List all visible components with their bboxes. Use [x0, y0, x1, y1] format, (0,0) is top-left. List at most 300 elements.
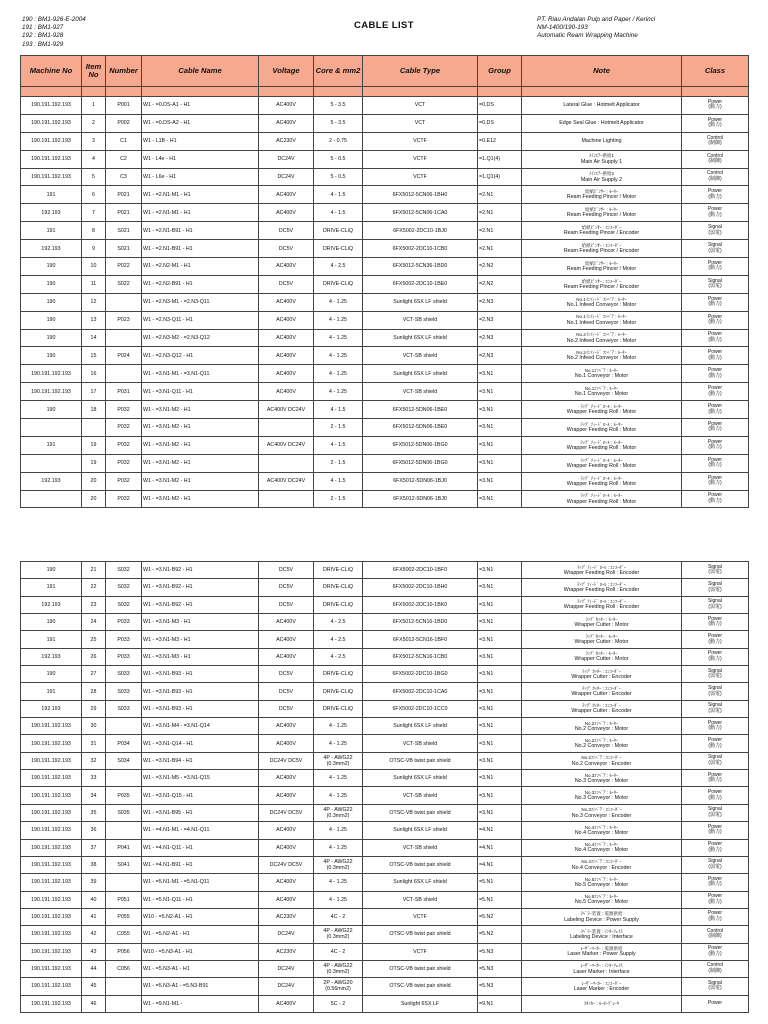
note-cell [522, 718, 682, 735]
note-english: Ream Feeding Pincer / Encoder [563, 230, 640, 237]
cable-type-cell: VCTF [363, 132, 478, 150]
group-cell: =2.N3 [478, 293, 522, 311]
cable-type-cell: 6FX5012-5CN16-1CB0 [363, 648, 478, 665]
cable-number-cell: S022 [106, 275, 142, 293]
core-cell: 2 - 1.5 [314, 490, 363, 508]
cable-type-cell: VCT-SB shield [363, 347, 478, 365]
class-kanji: (動力) [708, 638, 722, 645]
group-cell: =1.Q1(4) [478, 168, 522, 186]
cable-number-cell: P032 [106, 472, 142, 490]
table-row [21, 648, 749, 665]
class-kanji: (弱電) [708, 569, 722, 576]
class-label: Power [707, 331, 723, 338]
cable-table-1 [20, 55, 749, 508]
note-english: No.1 Conveyor : Motor [574, 373, 629, 380]
table-header-row [21, 56, 749, 87]
cable-type-cell: 6FX5012-5DN06-1BJ0 [363, 472, 478, 490]
group-cell: =2.N3 [478, 329, 522, 347]
table-row [21, 97, 749, 115]
class-cell [682, 204, 749, 222]
cable-type-cell: 6FX5002-2DC10-1BJ0 [363, 222, 478, 240]
voltage-cell: DC24V DC5V [259, 752, 314, 769]
class-label: Power [707, 999, 723, 1006]
cable-number-cell: P024 [106, 347, 142, 365]
note-cell [522, 995, 682, 1012]
note-cell [522, 891, 682, 908]
class-kanji: (制御) [708, 176, 722, 182]
class-label: Power [707, 650, 723, 657]
voltage-cell: DC5V [259, 700, 314, 717]
voltage-cell: DC24V [259, 926, 314, 943]
cable-name-cell: W1 - =0.DS-A2 - H1 [142, 114, 259, 132]
note-english: Ream Feeding Pincer / Motor [566, 194, 637, 201]
voltage-cell: AC400V [259, 631, 314, 648]
voltage-cell: AC230V [259, 908, 314, 925]
voltage-cell: AC400V [259, 383, 314, 401]
item-no-cell: 4 [82, 150, 106, 168]
cable-name-cell: W10 - =5.N3-A1 - H1 [142, 943, 259, 960]
class-label: Power [707, 206, 723, 213]
note-japanese: ﾚｰｻﾞｰﾏｰｶｰ : ｴﾝｺｰﾀﾞｰ [581, 980, 622, 986]
group-cell: =2.N3 [478, 347, 522, 365]
note-english: No.3 Conveyor : Encoder [571, 812, 632, 819]
cable-name-cell: W1 - =5.N3-A1 - H1 [142, 960, 259, 977]
cable-name-cell: W1 - =3.N1-M4 - =3.N1-Q14 [142, 718, 259, 735]
note-cell [522, 579, 682, 596]
note-japanese: No.1ｲﾝﾌｨｰﾄﾞ ｺﾝﾍﾞｱ : ﾓｰﾀｰ [576, 296, 627, 302]
voltage-cell: AC400V [259, 995, 314, 1012]
cable-type-cell: VCT-SB shield [363, 311, 478, 329]
group-cell: =5.N3 [478, 960, 522, 977]
cable-name-cell: W1 - =2.N3-Q11 - H1 [142, 311, 259, 329]
machine-no-cell: 190 [21, 401, 82, 419]
note-japanese: No.2ｺﾝﾍﾞｱ : ｴﾝｺｰﾀﾞｰ [581, 755, 622, 761]
note-cell [522, 562, 682, 579]
group-cell: =3.N1 [478, 401, 522, 419]
group-cell: =3.N1 [478, 579, 522, 596]
cable-number-cell: S034 [106, 752, 142, 769]
cable-type-cell: VCT-SB shield [363, 787, 478, 804]
machine-no-cell: 190.191.192.193 [21, 822, 82, 839]
cable-name-cell: W1 - L1B - H1 [142, 132, 259, 150]
note-english: Wrapper Feeding Roll : Motor [566, 462, 637, 469]
class-label: Power [707, 188, 723, 195]
cable-type-cell: VCT-SB shield [363, 891, 478, 908]
group-cell: =3.N1 [478, 472, 522, 490]
table-row [21, 787, 749, 804]
cable-name-cell: W1 - =2.N3-M1 - =2.N3-Q11 [142, 293, 259, 311]
class-label: Signal [708, 754, 722, 761]
group-cell: =2.N1 [478, 240, 522, 258]
cable-name-cell: W1 - =3.N1-Q15 - H1 [142, 787, 259, 804]
cable-name-cell: W1 - =0.DS-A1 - H1 [142, 97, 259, 115]
class-cell [682, 596, 749, 613]
core-cell: 4C - 2 [314, 943, 363, 960]
note-english: Laser Marker : Encoder [573, 985, 630, 992]
note-japanese: ﾚｰｻﾞｰﾏｰｶｰ : ｲﾝﾀｰﾌｪｲｽ [580, 963, 623, 969]
note-english: Labeling Device : Interface [570, 933, 633, 940]
column-header: Cable Name [142, 56, 259, 87]
note-japanese: No.3ｺﾝﾍﾞｱ : ｴﾝｺｰﾀﾞｰ [581, 807, 622, 813]
group-cell: =3.N1 [478, 454, 522, 472]
cable-name-cell: W1 - L6e - H1 [142, 168, 259, 186]
group-cell: =1.Q1(4) [478, 150, 522, 168]
class-label: Signal [708, 858, 722, 865]
note-english: Labeling Device : Power Supply [564, 916, 639, 923]
core-cell: 4 - 1.25 [314, 822, 363, 839]
cable-type-cell: VCT-SB shield [363, 735, 478, 752]
class-label: Power [707, 910, 723, 917]
class-label: Power [707, 295, 723, 302]
table-row [21, 908, 749, 925]
class-kanji: (動力) [708, 498, 722, 505]
class-kanji: (動力) [708, 916, 722, 923]
item-no-cell: 28 [82, 683, 106, 700]
voltage-cell: DC5V [259, 275, 314, 293]
note-japanese: No.2ｲﾝﾌｨｰﾄﾞ ｺﾝﾍﾞｱ : ﾓｰﾀｰ [576, 332, 627, 338]
group-cell: =3.N1 [478, 614, 522, 631]
class-kanji: (動力) [708, 777, 722, 784]
class-kanji: (弱電) [708, 586, 722, 593]
cable-number-cell [106, 293, 142, 311]
voltage-cell: AC400V [259, 114, 314, 132]
machine-no-cell: 191 [21, 186, 82, 204]
note-cell [522, 365, 682, 383]
machine-no-cell: 192.193 [21, 596, 82, 613]
note-japanese: ﾗｯﾌﾟ ﾌｨｰﾄﾞ ﾛｰﾙ : ｴﾝｺｰﾀﾞｰ [576, 581, 626, 587]
note-english: No.2 Conveyor : Encoder [571, 760, 632, 767]
machine-no-cell: 190 [21, 562, 82, 579]
core-cell: 4 - 1.25 [314, 891, 363, 908]
class-cell [682, 454, 749, 472]
cable-number-cell: S033 [106, 683, 142, 700]
table-row [21, 150, 749, 168]
note-english: No.2 Infeed Conveyor : Motor [566, 355, 637, 362]
note-cell [522, 960, 682, 977]
group-cell: =5.N2 [478, 908, 522, 925]
class-label: Power [707, 789, 723, 796]
group-cell: =3.N1 [478, 365, 522, 383]
class-cell [682, 365, 749, 383]
cable-type-cell: VCT [363, 114, 478, 132]
voltage-cell: DC24V [259, 168, 314, 186]
cable-name-cell: W1 - =2.N1-M1 - H1 [142, 186, 259, 204]
cable-type-cell: OTSC-VB twist pair shield [363, 960, 478, 977]
header-spacer-row [21, 87, 749, 97]
item-no-cell: 7 [82, 204, 106, 222]
note-cell [522, 132, 682, 150]
voltage-cell: DC24V [259, 960, 314, 977]
note-japanese: ﾗｯﾌﾟ ｶｯﾀｰ : ｴﾝｺｰﾀﾞｰ [582, 685, 621, 691]
group-cell: =3.N1 [478, 683, 522, 700]
table-row [21, 132, 749, 150]
class-kanji: (制御) [708, 158, 722, 165]
class-cell [682, 943, 749, 960]
core-cell: 4 - 1.5 [314, 472, 363, 490]
machine-no-cell: 190 [21, 258, 82, 276]
group-cell: =3.N1 [478, 666, 522, 683]
table-row [21, 735, 749, 752]
class-cell [682, 436, 749, 454]
note-english: No.1 Conveyor : Motor [574, 391, 629, 398]
class-cell [682, 891, 749, 908]
table-row [21, 454, 749, 472]
note-cell [522, 383, 682, 401]
item-no-cell: 27 [82, 666, 106, 683]
machine-no-cell: 190 [21, 614, 82, 631]
cable-name-cell: W1 - =3.N1-B92 - H1 [142, 579, 259, 596]
group-cell: =4.N1 [478, 839, 522, 856]
class-label: Power [707, 823, 723, 830]
core-cell: DRIVE-CLiQ [314, 666, 363, 683]
class-kanji: (弱電) [708, 985, 722, 992]
cable-number-cell: C2 [106, 150, 142, 168]
group-cell: =2.N1 [478, 222, 522, 240]
class-kanji: (弱電) [708, 690, 722, 697]
cable-type-cell: OTSC-VB twist pair shield [363, 752, 478, 769]
machine-no-cell: 192.193 [21, 204, 82, 222]
class-kanji: (動力) [708, 301, 722, 308]
note-japanese: ﾒｲﾝｴｱｰ供給1 [588, 153, 614, 159]
class-label: Control [706, 927, 724, 934]
class-cell [682, 700, 749, 717]
cable-type-cell: VCTF [363, 943, 478, 960]
cable-type-cell: VCT [363, 97, 478, 115]
item-no-cell: 19 [82, 436, 106, 454]
class-kanji: (弱電) [708, 673, 722, 680]
class-cell [682, 311, 749, 329]
note-english: Main Air Supply 2 [580, 176, 623, 183]
note-cell [522, 908, 682, 925]
class-label: Power [707, 367, 723, 374]
voltage-cell: AC400V [259, 718, 314, 735]
core-cell: 2 - 1.5 [314, 454, 363, 472]
machine-no-cell: 190.191.192.193 [21, 978, 82, 995]
note-english: Wrapper Feeding Roll : Motor [566, 444, 637, 451]
table-row [21, 472, 749, 490]
table-row [21, 114, 749, 132]
voltage-cell: DC5V [259, 666, 314, 683]
table-row [21, 700, 749, 717]
note-japanese: No.2ｲﾝﾌｨｰﾄﾞ ｺﾝﾍﾞｱ : ﾓｰﾀｰ [576, 350, 627, 356]
cable-type-cell: 6FX5012-5DN06-1BG0 [363, 454, 478, 472]
group-cell: =3.N1 [478, 596, 522, 613]
class-kanji: (弱電) [708, 247, 722, 254]
voltage-cell: AC400V [259, 770, 314, 787]
machine-no-cell: 190.191.192.193 [21, 114, 82, 132]
cable-number-cell: S032 [106, 596, 142, 613]
note-japanese: No.4ｺﾝﾍﾞｱ : ﾓｰﾀｰ [584, 842, 619, 848]
table-row [21, 579, 749, 596]
column-header: Core & mm2 [314, 56, 363, 87]
cable-number-cell: C3 [106, 168, 142, 186]
item-no-cell: 1 [82, 97, 106, 115]
class-label: Power [707, 945, 723, 952]
item-no-cell: 6 [82, 186, 106, 204]
note-japanese: ﾒｲﾝｴｱｰ供給2 [588, 171, 614, 177]
cable-name-cell: W1 - =5.N2-A1 - H1 [142, 926, 259, 943]
core-cell: DRIVE-CLiQ [314, 700, 363, 717]
class-label: Power [707, 492, 723, 499]
note-english: Wrapper Cutter : Motor [574, 656, 629, 663]
note-cell [522, 770, 682, 787]
cable-number-cell: P051 [106, 891, 142, 908]
machine-no-cell: 190.191.192.193 [21, 735, 82, 752]
item-no-cell: 25 [82, 631, 106, 648]
cable-name-cell: W1 - =3.N1-Q11 - H1 [142, 383, 259, 401]
cable-name-cell: W1 - =3.N1-M3 - H1 [142, 631, 259, 648]
cable-type-cell: VCTF [363, 168, 478, 186]
class-label: Power [707, 632, 723, 639]
note-cell [522, 419, 682, 437]
note-english: Wrapper Feeding Roll : Encoder [563, 587, 640, 594]
cable-type-cell: OTSC-VB twist pair shield [363, 978, 478, 995]
cable-number-cell: C055 [106, 926, 142, 943]
machine-no-cell: 191 [21, 222, 82, 240]
core-cell: DRIVE-CLiQ [314, 275, 363, 293]
table-row [21, 631, 749, 648]
voltage-cell: AC230V [259, 943, 314, 960]
machine-no-cell: 191 [21, 683, 82, 700]
cable-number-cell: S035 [106, 804, 142, 821]
class-cell [682, 97, 749, 115]
cable-name-cell: W1 - =3.N1-B92 - H1 [142, 562, 259, 579]
core-cell: 4 - 1.5 [314, 436, 363, 454]
note-japanese: ﾗﾍﾞﾗｰ装置 : ｲﾝﾀｰﾌｪｲｽ [580, 928, 623, 934]
cable-name-cell: W1 - =3.N1-M2 - H1 [142, 419, 259, 437]
cable-name-cell: W1 - =2.N3-Q12 - H1 [142, 347, 259, 365]
cable-name-cell: W1 - =3.N1-B94 - H1 [142, 752, 259, 769]
item-no-cell: 40 [82, 891, 106, 908]
cable-number-cell: C1 [106, 132, 142, 150]
class-kanji: (弱電) [708, 603, 722, 610]
table-row [21, 275, 749, 293]
cable-type-cell: VCT-SB shield [363, 839, 478, 856]
cable-number-cell [106, 995, 142, 1012]
class-kanji: (動力) [708, 725, 722, 732]
note-english: Wrapper Feeding Roll : Motor [566, 409, 637, 416]
cable-name-cell: W1 - L4e - H1 [142, 150, 259, 168]
cable-number-cell: S021 [106, 240, 142, 258]
column-header: Note [522, 56, 682, 87]
machine-no-cell: 190.191.192.193 [21, 168, 82, 186]
note-english: Wrapper Feeding Roll : Motor [566, 480, 637, 487]
core-cell: 4 - 1.5 [314, 186, 363, 204]
core-cell: 4 - 1.25 [314, 735, 363, 752]
voltage-cell: AC400V [259, 891, 314, 908]
item-no-cell: 14 [82, 329, 106, 347]
class-kanji: (動力) [708, 655, 722, 662]
class-label: Power [707, 402, 723, 409]
class-cell [682, 383, 749, 401]
table-row [21, 258, 749, 276]
item-no-cell [82, 419, 106, 437]
table-row [21, 995, 749, 1012]
item-no-cell: 45 [82, 978, 106, 995]
cable-name-cell: W1 - =3.N1-M2 - H1 [142, 490, 259, 508]
note-english: Wrapper Cutter : Motor [574, 639, 629, 646]
note-cell [522, 275, 682, 293]
note-english: Ream Feeding Pincer / Encoder [563, 248, 640, 255]
item-no-cell: 41 [82, 908, 106, 925]
class-label: Power [707, 737, 723, 744]
cable-type-cell: 6FX5002-2DC10-1CA0 [363, 683, 478, 700]
voltage-cell: DC5V [259, 240, 314, 258]
cable-name-cell: W1 - =3.N1-M5 - =3.N1-Q15 [142, 770, 259, 787]
group-cell: =3.N1 [478, 419, 522, 437]
item-no-cell: 15 [82, 347, 106, 365]
table-row [21, 683, 749, 700]
machine-no-cell: 190 [21, 311, 82, 329]
voltage-cell: DC5V [259, 222, 314, 240]
voltage-cell [259, 419, 314, 437]
note-english: Wrapper Feeding Roll : Motor [566, 427, 637, 434]
item-no-cell: 2 [82, 114, 106, 132]
class-cell [682, 275, 749, 293]
machine-no-cell [21, 490, 82, 508]
item-no-cell: 9 [82, 240, 106, 258]
voltage-cell: AC400V DC24V [259, 401, 314, 419]
cable-number-cell: P056 [106, 943, 142, 960]
item-no-cell: 3 [82, 132, 106, 150]
note-cell [522, 222, 682, 240]
table-row [21, 204, 749, 222]
machine-no-cell: 190.191.192.193 [21, 839, 82, 856]
class-cell [682, 718, 749, 735]
cable-type-cell: Sunlight 6SX LF shield [363, 822, 478, 839]
cable-type-cell: 6FX5012-5DN06-1BJ0 [363, 490, 478, 508]
cable-number-cell: C056 [106, 960, 142, 977]
class-kanji: (動力) [708, 881, 722, 888]
core-cell: 4 - 1.25 [314, 787, 363, 804]
cable-name-cell: W1 - =3.N1-M2 - H1 [142, 436, 259, 454]
core-cell: 5 - 0.5 [314, 150, 363, 168]
class-label: Power [707, 474, 723, 481]
note-english: Machine Lighting [581, 138, 622, 145]
table-row [21, 168, 749, 186]
voltage-cell: AC400V [259, 347, 314, 365]
cable-type-cell: 6FX5002-2DC10-1BE0 [363, 275, 478, 293]
cable-name-cell: W1 - =5.N1-M1 - =5.N1-Q11 [142, 874, 259, 891]
item-no-cell: 13 [82, 311, 106, 329]
cable-name-cell: W1 - =5.N3-A1 - =5.N3-B91 [142, 978, 259, 995]
class-label: Power [707, 875, 723, 882]
class-cell [682, 401, 749, 419]
class-kanji: (動力) [708, 104, 722, 111]
class-label: Power [707, 259, 723, 266]
table-row [21, 436, 749, 454]
cable-type-cell: Sunlight 6SX LF [363, 995, 478, 1012]
cable-number-cell: P002 [106, 114, 142, 132]
note-cell [522, 666, 682, 683]
class-cell [682, 293, 749, 311]
core-cell: 4 - 1.25 [314, 770, 363, 787]
machine-no-cell: 190.191.192.193 [21, 856, 82, 873]
group-cell: =0.E12 [478, 132, 522, 150]
cable-number-cell: P032 [106, 419, 142, 437]
group-cell: =3.N1 [478, 770, 522, 787]
cable-type-cell: 6FX5002-2DC10-1CC0 [363, 700, 478, 717]
cable-name-cell: W1 - =9.N1-M1 - [142, 995, 259, 1012]
core-cell: 2 - 0.75 [314, 132, 363, 150]
group-cell: =2.N3 [478, 311, 522, 329]
class-label: Signal [708, 806, 722, 813]
cable-type-cell: OTSC-VB twist pair shield [363, 926, 478, 943]
group-cell: =4.N1 [478, 856, 522, 873]
note-english: No.4 Conveyor : Motor [574, 829, 629, 836]
note-japanese: ﾗｯﾌﾟ ﾌｨｰﾄﾞ ﾛｰﾙ : ﾓｰﾀｰ [580, 493, 623, 499]
table-row [21, 329, 749, 347]
